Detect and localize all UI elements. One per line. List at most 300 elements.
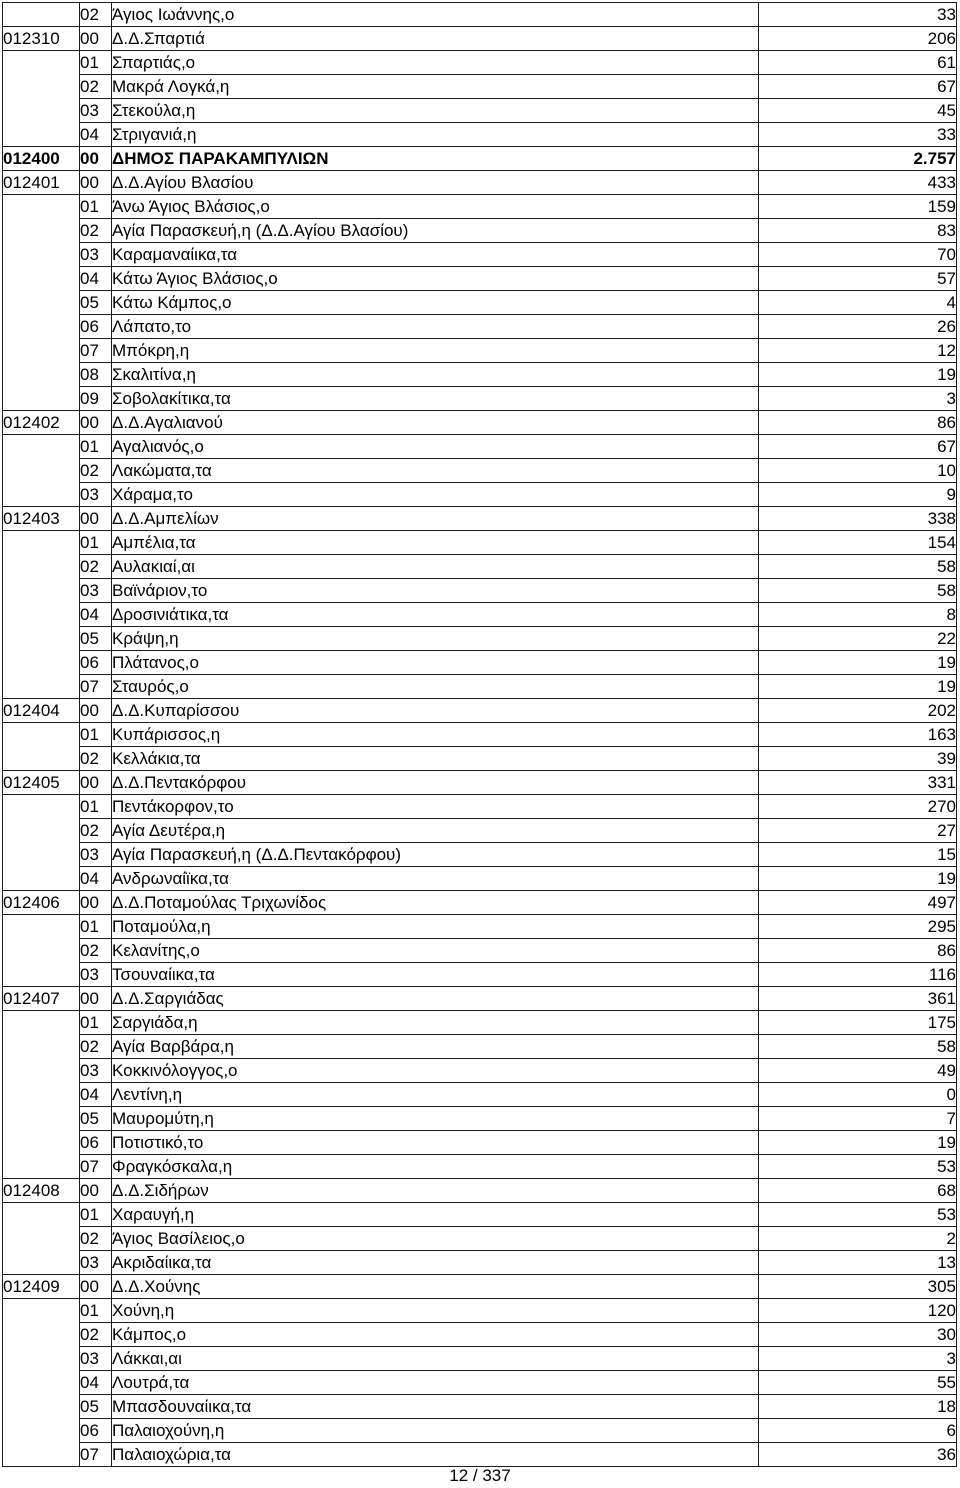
table-row <box>3 123 957 147</box>
population-cell: 19 <box>759 675 957 699</box>
settlement-name-cell: Άγιος Ιωάννης,ο <box>112 3 759 27</box>
code-cell <box>3 123 80 147</box>
settlement-name-cell: Κάτω Άγιος Βλάσιος,ο <box>112 267 759 291</box>
population-cell: 12 <box>759 339 957 363</box>
sub-code-cell: 01 <box>80 531 112 555</box>
sub-code-cell: 01 <box>80 195 112 219</box>
settlement-name-cell: Πεντάκορφον,το <box>112 795 759 819</box>
settlement-name-cell: Δ.Δ.Σπαρτιά <box>112 27 759 51</box>
sub-code-cell: 02 <box>80 1323 112 1347</box>
population-cell: 2.757 <box>759 147 957 171</box>
sub-code-cell: 01 <box>80 915 112 939</box>
code-cell: 012310 <box>3 27 80 51</box>
table-row <box>3 435 957 459</box>
settlement-name-cell: Αγία Παρασκευή,η (Δ.Δ.Πεντακόρφου) <box>112 843 759 867</box>
settlement-name-cell: Λακώματα,τα <box>112 459 759 483</box>
settlement-name-cell: Δ.Δ.Σαργιάδας <box>112 987 759 1011</box>
table-row <box>3 939 957 963</box>
population-cell: 202 <box>759 699 957 723</box>
sub-code-cell: 02 <box>80 3 112 27</box>
table-row <box>3 507 957 531</box>
census-table <box>2 2 957 1467</box>
settlement-name-cell: ΔΗΜΟΣ ΠΑΡΑΚΑΜΠΥΛΙΩΝ <box>112 147 759 171</box>
code-cell <box>3 651 80 675</box>
population-cell: 39 <box>759 747 957 771</box>
population-cell: 57 <box>759 267 957 291</box>
code-cell <box>3 1083 80 1107</box>
settlement-name-cell: Αυλακιαί,αι <box>112 555 759 579</box>
settlement-name-cell: Σκαλιτίνα,η <box>112 363 759 387</box>
population-cell: 83 <box>759 219 957 243</box>
code-cell <box>3 1203 80 1227</box>
sub-code-cell: 03 <box>80 1059 112 1083</box>
table-row <box>3 819 957 843</box>
sub-code-cell: 02 <box>80 747 112 771</box>
sub-code-cell: 04 <box>80 1083 112 1107</box>
code-cell <box>3 99 80 123</box>
sub-code-cell: 00 <box>80 27 112 51</box>
code-cell <box>3 243 80 267</box>
table-row <box>3 771 957 795</box>
sub-code-cell: 05 <box>80 627 112 651</box>
table-row <box>3 699 957 723</box>
population-cell: 68 <box>759 1179 957 1203</box>
settlement-name-cell: Δ.Δ.Κυπαρίσσου <box>112 699 759 723</box>
sub-code-cell: 00 <box>80 411 112 435</box>
population-cell: 305 <box>759 1275 957 1299</box>
table-row <box>3 1419 957 1443</box>
table-row <box>3 459 957 483</box>
settlement-name-cell: Σταυρός,ο <box>112 675 759 699</box>
table-row <box>3 987 957 1011</box>
code-cell <box>3 75 80 99</box>
table-row <box>3 171 957 195</box>
sub-code-cell: 00 <box>80 507 112 531</box>
table-row <box>3 1347 957 1371</box>
table-row <box>3 1203 957 1227</box>
population-cell: 270 <box>759 795 957 819</box>
table-row <box>3 747 957 771</box>
code-cell <box>3 387 80 411</box>
code-cell <box>3 627 80 651</box>
population-cell: 9 <box>759 483 957 507</box>
population-cell: 53 <box>759 1203 957 1227</box>
table-row <box>3 387 957 411</box>
table-row <box>3 3 957 27</box>
sub-code-cell: 05 <box>80 1107 112 1131</box>
table-row <box>3 531 957 555</box>
settlement-name-cell: Χάραμα,το <box>112 483 759 507</box>
sub-code-cell: 03 <box>80 843 112 867</box>
settlement-name-cell: Δ.Δ.Σιδήρων <box>112 1179 759 1203</box>
code-cell <box>3 1251 80 1275</box>
population-cell: 67 <box>759 75 957 99</box>
population-cell: 13 <box>759 1251 957 1275</box>
settlement-name-cell: Δ.Δ.Πεντακόρφου <box>112 771 759 795</box>
settlement-name-cell: Δροσινιάτικα,τα <box>112 603 759 627</box>
code-cell <box>3 1395 80 1419</box>
population-cell: 361 <box>759 987 957 1011</box>
settlement-name-cell: Σαργιάδα,η <box>112 1011 759 1035</box>
table-row <box>3 579 957 603</box>
sub-code-cell: 07 <box>80 1443 112 1467</box>
settlement-name-cell: Λάπατο,το <box>112 315 759 339</box>
population-cell: 19 <box>759 363 957 387</box>
code-cell <box>3 483 80 507</box>
population-cell: 86 <box>759 939 957 963</box>
settlement-name-cell: Παλαιοχώρια,τα <box>112 1443 759 1467</box>
settlement-name-cell: Αγαλιανός,ο <box>112 435 759 459</box>
sub-code-cell: 03 <box>80 99 112 123</box>
sub-code-cell: 04 <box>80 123 112 147</box>
settlement-name-cell: Στριγανιά,η <box>112 123 759 147</box>
code-cell: 012406 <box>3 891 80 915</box>
sub-code-cell: 01 <box>80 723 112 747</box>
table-row <box>3 1371 957 1395</box>
sub-code-cell: 00 <box>80 699 112 723</box>
settlement-name-cell: Κοκκινόλογγος,ο <box>112 1059 759 1083</box>
sub-code-cell: 02 <box>80 219 112 243</box>
sub-code-cell: 01 <box>80 795 112 819</box>
code-cell <box>3 819 80 843</box>
code-cell <box>3 579 80 603</box>
code-cell: 012404 <box>3 699 80 723</box>
sub-code-cell: 00 <box>80 891 112 915</box>
population-cell: 67 <box>759 435 957 459</box>
code-cell <box>3 963 80 987</box>
table-row <box>3 99 957 123</box>
settlement-name-cell: Δ.Δ.Αγαλιανού <box>112 411 759 435</box>
sub-code-cell: 02 <box>80 459 112 483</box>
sub-code-cell: 05 <box>80 1395 112 1419</box>
population-cell: 338 <box>759 507 957 531</box>
table-row <box>3 147 957 171</box>
code-cell <box>3 435 80 459</box>
table-row <box>3 1251 957 1275</box>
population-cell: 433 <box>759 171 957 195</box>
sub-code-cell: 03 <box>80 579 112 603</box>
code-cell <box>3 843 80 867</box>
sub-code-cell: 02 <box>80 1035 112 1059</box>
code-cell <box>3 795 80 819</box>
settlement-name-cell: Αγία Βαρβάρα,η <box>112 1035 759 1059</box>
code-cell <box>3 1227 80 1251</box>
settlement-name-cell: Ανδρωναίϊκα,τα <box>112 867 759 891</box>
sub-code-cell: 00 <box>80 1275 112 1299</box>
settlement-name-cell: Δ.Δ.Αγίου Βλασίου <box>112 171 759 195</box>
code-cell: 012402 <box>3 411 80 435</box>
census-table-body <box>3 3 957 1467</box>
code-cell <box>3 939 80 963</box>
table-row <box>3 219 957 243</box>
sub-code-cell: 02 <box>80 555 112 579</box>
sub-code-cell: 07 <box>80 339 112 363</box>
population-cell: 497 <box>759 891 957 915</box>
settlement-name-cell: Αγία Δευτέρα,η <box>112 819 759 843</box>
table-row <box>3 339 957 363</box>
sub-code-cell: 04 <box>80 867 112 891</box>
sub-code-cell: 00 <box>80 147 112 171</box>
sub-code-cell: 06 <box>80 1419 112 1443</box>
sub-code-cell: 03 <box>80 243 112 267</box>
table-row <box>3 1179 957 1203</box>
code-cell <box>3 723 80 747</box>
code-cell <box>3 1323 80 1347</box>
code-cell <box>3 267 80 291</box>
code-cell <box>3 603 80 627</box>
population-cell: 175 <box>759 1011 957 1035</box>
population-cell: 15 <box>759 843 957 867</box>
population-cell: 10 <box>759 459 957 483</box>
table-row <box>3 1299 957 1323</box>
code-cell: 012409 <box>3 1275 80 1299</box>
table-row <box>3 627 957 651</box>
population-cell: 19 <box>759 867 957 891</box>
code-cell: 012401 <box>3 171 80 195</box>
population-cell: 2 <box>759 1227 957 1251</box>
population-cell: 70 <box>759 243 957 267</box>
code-cell <box>3 339 80 363</box>
settlement-name-cell: Βαϊνάριον,το <box>112 579 759 603</box>
settlement-name-cell: Άνω Άγιος Βλάσιος,ο <box>112 195 759 219</box>
table-row <box>3 1275 957 1299</box>
table-row <box>3 603 957 627</box>
population-cell: 331 <box>759 771 957 795</box>
settlement-name-cell: Κάτω Κάμπος,ο <box>112 291 759 315</box>
sub-code-cell: 00 <box>80 987 112 1011</box>
table-row <box>3 1395 957 1419</box>
population-cell: 4 <box>759 291 957 315</box>
population-cell: 36 <box>759 1443 957 1467</box>
sub-code-cell: 00 <box>80 1179 112 1203</box>
population-cell: 86 <box>759 411 957 435</box>
sub-code-cell: 07 <box>80 1155 112 1179</box>
table-row <box>3 1323 957 1347</box>
code-cell <box>3 3 80 27</box>
table-row <box>3 1227 957 1251</box>
table-row <box>3 1443 957 1467</box>
population-cell: 8 <box>759 603 957 627</box>
population-cell: 7 <box>759 1107 957 1131</box>
table-row <box>3 411 957 435</box>
settlement-name-cell: Δ.Δ.Χούνης <box>112 1275 759 1299</box>
population-cell: 206 <box>759 27 957 51</box>
code-cell: 012403 <box>3 507 80 531</box>
sub-code-cell: 03 <box>80 1251 112 1275</box>
sub-code-cell: 02 <box>80 1227 112 1251</box>
sub-code-cell: 08 <box>80 363 112 387</box>
population-cell: 58 <box>759 579 957 603</box>
settlement-name-cell: Λεντίνη,η <box>112 1083 759 1107</box>
population-cell: 159 <box>759 195 957 219</box>
population-cell: 19 <box>759 1131 957 1155</box>
population-cell: 18 <box>759 1395 957 1419</box>
population-cell: 6 <box>759 1419 957 1443</box>
code-cell <box>3 1131 80 1155</box>
code-cell: 012408 <box>3 1179 80 1203</box>
code-cell <box>3 363 80 387</box>
table-row <box>3 915 957 939</box>
settlement-name-cell: Μαυρομύτη,η <box>112 1107 759 1131</box>
code-cell <box>3 291 80 315</box>
code-cell <box>3 1419 80 1443</box>
code-cell <box>3 747 80 771</box>
population-cell: 58 <box>759 1035 957 1059</box>
table-row <box>3 75 957 99</box>
code-cell <box>3 1155 80 1179</box>
sub-code-cell: 04 <box>80 1371 112 1395</box>
table-row <box>3 1035 957 1059</box>
code-cell <box>3 1059 80 1083</box>
sub-code-cell: 02 <box>80 819 112 843</box>
table-row <box>3 51 957 75</box>
sub-code-cell: 01 <box>80 435 112 459</box>
population-cell: 154 <box>759 531 957 555</box>
table-row <box>3 291 957 315</box>
settlement-name-cell: Σπαρτιάς,ο <box>112 51 759 75</box>
settlement-name-cell: Δ.Δ.Αμπελίων <box>112 507 759 531</box>
population-cell: 163 <box>759 723 957 747</box>
settlement-name-cell: Παλαιοχούνη,η <box>112 1419 759 1443</box>
population-cell: 33 <box>759 3 957 27</box>
population-cell: 61 <box>759 51 957 75</box>
table-row <box>3 843 957 867</box>
settlement-name-cell: Χούνη,η <box>112 1299 759 1323</box>
settlement-name-cell: Δ.Δ.Ποταμούλας Τριχωνίδος <box>112 891 759 915</box>
code-cell <box>3 1035 80 1059</box>
population-cell: 30 <box>759 1323 957 1347</box>
settlement-name-cell: Μπασδουναίικα,τα <box>112 1395 759 1419</box>
table-row <box>3 483 957 507</box>
settlement-name-cell: Λουτρά,τα <box>112 1371 759 1395</box>
table-row <box>3 675 957 699</box>
sub-code-cell: 00 <box>80 171 112 195</box>
sub-code-cell: 06 <box>80 651 112 675</box>
population-cell: 22 <box>759 627 957 651</box>
settlement-name-cell: Κάμπος,ο <box>112 1323 759 1347</box>
sub-code-cell: 07 <box>80 675 112 699</box>
table-row <box>3 315 957 339</box>
table-row <box>3 1107 957 1131</box>
code-cell <box>3 915 80 939</box>
table-row <box>3 723 957 747</box>
table-row <box>3 651 957 675</box>
population-cell: 26 <box>759 315 957 339</box>
sub-code-cell: 00 <box>80 771 112 795</box>
sub-code-cell: 05 <box>80 291 112 315</box>
population-cell: 33 <box>759 123 957 147</box>
population-cell: 19 <box>759 651 957 675</box>
settlement-name-cell: Μπόκρη,η <box>112 339 759 363</box>
sub-code-cell: 09 <box>80 387 112 411</box>
code-cell <box>3 867 80 891</box>
page-number: 12 / 337 <box>449 1466 511 1485</box>
code-cell <box>3 51 80 75</box>
sub-code-cell: 02 <box>80 939 112 963</box>
sub-code-cell: 01 <box>80 1011 112 1035</box>
settlement-name-cell: Ποτιστικό,το <box>112 1131 759 1155</box>
population-cell: 295 <box>759 915 957 939</box>
sub-code-cell: 03 <box>80 1347 112 1371</box>
settlement-name-cell: Κράψη,η <box>112 627 759 651</box>
table-row <box>3 867 957 891</box>
settlement-name-cell: Πλάτανος,ο <box>112 651 759 675</box>
settlement-name-cell: Λάκκαι,αι <box>112 1347 759 1371</box>
sub-code-cell: 02 <box>80 75 112 99</box>
settlement-name-cell: Σοβολακίτικα,τα <box>112 387 759 411</box>
settlement-name-cell: Τσουναίικα,τα <box>112 963 759 987</box>
population-cell: 55 <box>759 1371 957 1395</box>
table-row <box>3 27 957 51</box>
code-cell <box>3 1371 80 1395</box>
table-row <box>3 795 957 819</box>
table-row <box>3 1155 957 1179</box>
population-cell: 53 <box>759 1155 957 1179</box>
settlement-name-cell: Κελλάκια,τα <box>112 747 759 771</box>
code-cell <box>3 1299 80 1323</box>
code-cell: 012405 <box>3 771 80 795</box>
sub-code-cell: 01 <box>80 51 112 75</box>
table-row <box>3 1083 957 1107</box>
settlement-name-cell: Κυπάρισσος,η <box>112 723 759 747</box>
population-cell: 3 <box>759 1347 957 1371</box>
sub-code-cell: 03 <box>80 963 112 987</box>
population-cell: 3 <box>759 387 957 411</box>
settlement-name-cell: Μακρά Λογκά,η <box>112 75 759 99</box>
table-row <box>3 555 957 579</box>
code-cell <box>3 1011 80 1035</box>
settlement-name-cell: Κελανίτης,ο <box>112 939 759 963</box>
table-row <box>3 1059 957 1083</box>
settlement-name-cell: Άγιος Βασίλειος,ο <box>112 1227 759 1251</box>
sub-code-cell: 03 <box>80 483 112 507</box>
settlement-name-cell: Φραγκόσκαλα,η <box>112 1155 759 1179</box>
population-cell: 58 <box>759 555 957 579</box>
table-row <box>3 243 957 267</box>
settlement-name-cell: Χαραυγή,η <box>112 1203 759 1227</box>
population-cell: 0 <box>759 1083 957 1107</box>
settlement-name-cell: Ακριδαίικα,τα <box>112 1251 759 1275</box>
settlement-name-cell: Στεκούλα,η <box>112 99 759 123</box>
table-row <box>3 195 957 219</box>
code-cell <box>3 1347 80 1371</box>
sub-code-cell: 01 <box>80 1299 112 1323</box>
code-cell <box>3 459 80 483</box>
settlement-name-cell: Καραμαναίικα,τα <box>112 243 759 267</box>
table-row <box>3 1011 957 1035</box>
sub-code-cell: 01 <box>80 1203 112 1227</box>
sub-code-cell: 06 <box>80 1131 112 1155</box>
code-cell <box>3 315 80 339</box>
code-cell: 012400 <box>3 147 80 171</box>
settlement-name-cell: Ποταμούλα,η <box>112 915 759 939</box>
code-cell <box>3 555 80 579</box>
sub-code-cell: 04 <box>80 603 112 627</box>
settlement-name-cell: Αμπέλια,τα <box>112 531 759 555</box>
population-cell: 45 <box>759 99 957 123</box>
table-row <box>3 963 957 987</box>
table-row <box>3 891 957 915</box>
table-row <box>3 363 957 387</box>
population-cell: 116 <box>759 963 957 987</box>
code-cell <box>3 675 80 699</box>
table-row <box>3 1131 957 1155</box>
population-cell: 49 <box>759 1059 957 1083</box>
settlement-name-cell: Αγία Παρασκευή,η (Δ.Δ.Αγίου Βλασίου) <box>112 219 759 243</box>
code-cell: 012407 <box>3 987 80 1011</box>
population-cell: 120 <box>759 1299 957 1323</box>
code-cell <box>3 195 80 219</box>
